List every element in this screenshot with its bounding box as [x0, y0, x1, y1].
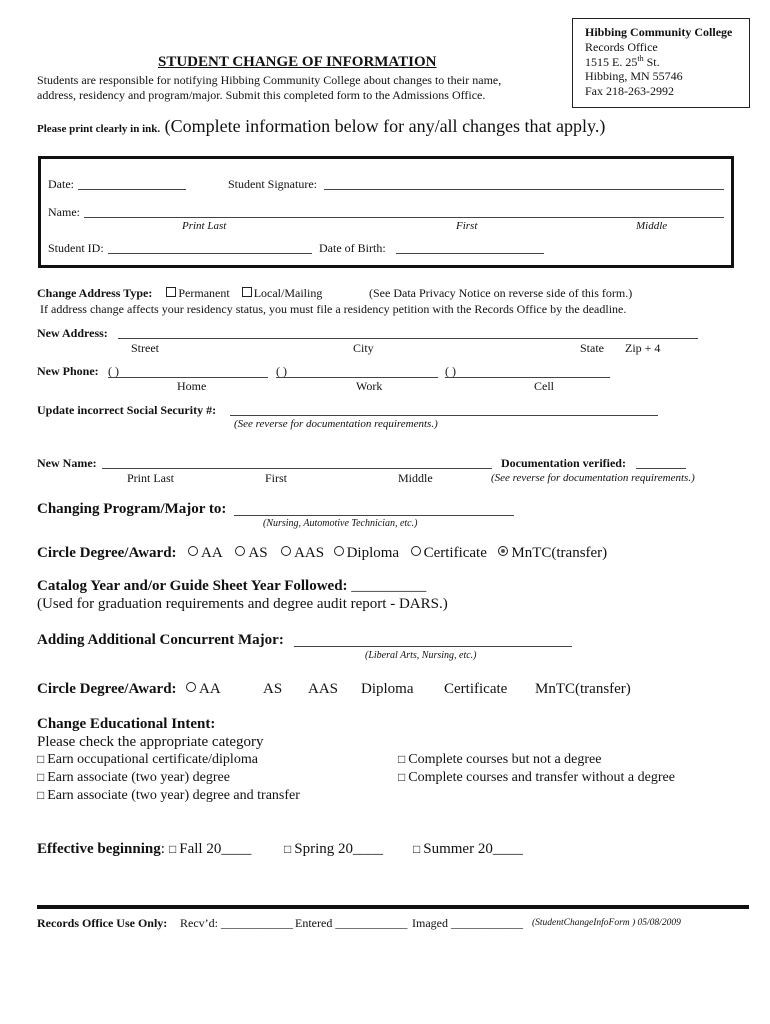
degree2-mntc[interactable]: MnTC(transfer) — [535, 681, 631, 697]
ssn-field[interactable] — [230, 415, 658, 416]
degree2-as[interactable]: AS — [263, 681, 283, 697]
catalog-label: Catalog Year and/or Guide Sheet Year Followed: __________ — [37, 578, 427, 594]
work-phone-field[interactable] — [276, 377, 438, 378]
catalog-note: (Used for graduation requirements and degree audit report - DARS.) — [37, 596, 448, 612]
intent-option-certificate[interactable]: □ Earn occupational certificate/diploma — [37, 752, 258, 767]
address-city: City — [353, 341, 374, 355]
intent-option-associate[interactable]: □ Earn associate (two year) degree — [37, 770, 230, 785]
name-print-last: Print Last — [182, 220, 227, 232]
footer-divider — [37, 905, 749, 909]
doc-verified-label: Documentation verified: — [501, 456, 626, 470]
college-name: Hibbing Community College — [585, 25, 733, 39]
address-state: State — [580, 341, 604, 355]
degree-aas-radio[interactable] — [281, 546, 291, 556]
intro-line-1: Students are responsible for notifying Hibbing Community College about changes to their name, — [37, 73, 502, 87]
effective-summer[interactable]: □ Summer 20____ — [413, 841, 523, 857]
degree2-aas[interactable]: AAS — [308, 681, 339, 697]
phone-home: Home — [177, 379, 207, 393]
doc-verified-field[interactable] — [636, 468, 686, 469]
effective-spring[interactable]: □ Spring 20____ — [284, 841, 384, 857]
intent-option-courses-transfer[interactable]: □ Complete courses and transfer without a degree — [398, 770, 675, 785]
program-label: Changing Program/Major to: — [37, 501, 227, 517]
date-field[interactable] — [78, 189, 186, 190]
college-office: Records Office — [585, 40, 658, 54]
checkbox-icon: □ — [37, 770, 45, 784]
dob-label: Date of Birth: — [319, 241, 386, 255]
new-name-label: New Name: — [37, 456, 97, 470]
checkbox-icon: □ — [398, 752, 406, 766]
student-id-box — [38, 156, 734, 268]
home-phone-field[interactable] — [108, 377, 268, 378]
intent-instruction: Please check the appropriate category — [37, 734, 264, 750]
degree-row-1: Circle Degree/Award: AA AS AAS Diploma Certificate MnTC(transfer) — [37, 545, 608, 561]
effective-label: Effective beginning: — [37, 841, 165, 857]
cell-area-code: ( ) — [445, 364, 456, 378]
ssn-note: (See reverse for documentation requirements.) — [234, 418, 438, 430]
degree-mntc-radio[interactable] — [498, 546, 508, 556]
work-area-code: ( ) — [276, 364, 287, 378]
footer-imaged: Imaged ____________ — [412, 916, 523, 930]
degree-certificate-radio[interactable] — [411, 546, 421, 556]
effective-fall[interactable]: □ Fall 20____ — [169, 841, 252, 857]
home-area-code: ( ) — [108, 364, 119, 378]
signature-field[interactable] — [324, 189, 724, 190]
checkbox-icon: □ — [413, 842, 421, 856]
checkbox-icon: □ — [169, 842, 177, 856]
name-first: First — [456, 220, 478, 232]
dob-field[interactable] — [396, 253, 544, 254]
address-type-row: Change Address Type: Permanent Local/Mailing — [37, 286, 323, 300]
checkbox-icon: □ — [284, 842, 292, 856]
degree-as-radio[interactable] — [235, 546, 245, 556]
residency-note: If address change affects your residency status, you must file a residency petition with the Records Office by the deadline. — [40, 302, 627, 316]
degree-diploma-radio[interactable] — [334, 546, 344, 556]
name-label: Name: — [48, 205, 80, 219]
name-field[interactable] — [84, 217, 724, 218]
new-address-field[interactable] — [118, 338, 698, 339]
checkbox-icon: □ — [37, 752, 45, 766]
new-name-middle: Middle — [398, 471, 433, 485]
degree2-aa: AA — [186, 681, 221, 698]
intro-line-2: address, residency and program/major. Submit this completed form to the Admissions Office. — [37, 88, 486, 102]
cell-phone-field[interactable] — [445, 377, 610, 378]
checkbox-icon: □ — [37, 788, 45, 802]
privacy-note: (See Data Privacy Notice on reverse side of this form.) — [369, 286, 633, 300]
address-street: Street — [131, 341, 159, 355]
footer-recvd: Recv’d: ____________ — [180, 916, 293, 930]
student-id-label: Student ID: — [48, 241, 104, 255]
program-field[interactable] — [234, 515, 514, 516]
new-name-field[interactable] — [102, 468, 492, 469]
footer-entered: Entered ____________ — [295, 916, 408, 930]
college-city: Hibbing, MN 55746 — [585, 69, 683, 83]
program-examples: (Nursing, Automotive Technician, etc.) — [263, 518, 418, 529]
phone-cell: Cell — [534, 379, 554, 393]
new-address-label: New Address: — [37, 326, 108, 340]
permanent-checkbox[interactable] — [166, 287, 176, 297]
intent-option-courses[interactable]: □ Complete courses but not a degree — [398, 752, 602, 767]
degree2-aa-radio[interactable] — [186, 682, 196, 692]
concurrent-examples: (Liberal Arts, Nursing, etc.) — [365, 650, 477, 661]
degree-aa-radio[interactable] — [188, 546, 198, 556]
address-zip: Zip + 4 — [625, 341, 661, 355]
college-fax: Fax 218-263-2992 — [585, 84, 674, 98]
doc-note: (See reverse for documentation requirements.) — [491, 472, 695, 484]
degree2-diploma[interactable]: Diploma — [361, 681, 414, 697]
footer-label: Records Office Use Only: — [37, 916, 168, 930]
date-label: Date: — [48, 177, 74, 191]
signature-label: Student Signature: — [228, 177, 317, 191]
ssn-label: Update incorrect Social Security #: — [37, 403, 217, 417]
degree2-certificate[interactable]: Certificate — [444, 681, 508, 697]
concurrent-field[interactable] — [294, 646, 572, 647]
print-note: Please print clearly in ink. (Complete information below for any/all changes that apply.) — [37, 116, 606, 136]
college-street: 1515 E. 25th St. — [585, 54, 660, 69]
intent-option-associate-transfer[interactable]: □ Earn associate (two year) degree and transfer — [37, 788, 300, 803]
page-title: STUDENT CHANGE OF INFORMATION — [158, 54, 437, 70]
new-name-print-last: Print Last — [127, 471, 174, 485]
new-phone-label: New Phone: — [37, 364, 99, 378]
concurrent-label: Adding Additional Concurrent Major: — [37, 632, 284, 648]
checkbox-icon: □ — [398, 770, 406, 784]
degree-row-2-label: Circle Degree/Award: — [37, 681, 177, 697]
name-middle: Middle — [636, 220, 668, 232]
student-id-field[interactable] — [108, 253, 312, 254]
phone-work: Work — [356, 379, 383, 393]
intent-label: Change Educational Intent: — [37, 716, 216, 732]
footer-form-id: (StudentChangeInfoForm ) 05/08/2009 — [532, 918, 681, 928]
new-name-first: First — [265, 471, 288, 485]
local-checkbox[interactable] — [242, 287, 252, 297]
